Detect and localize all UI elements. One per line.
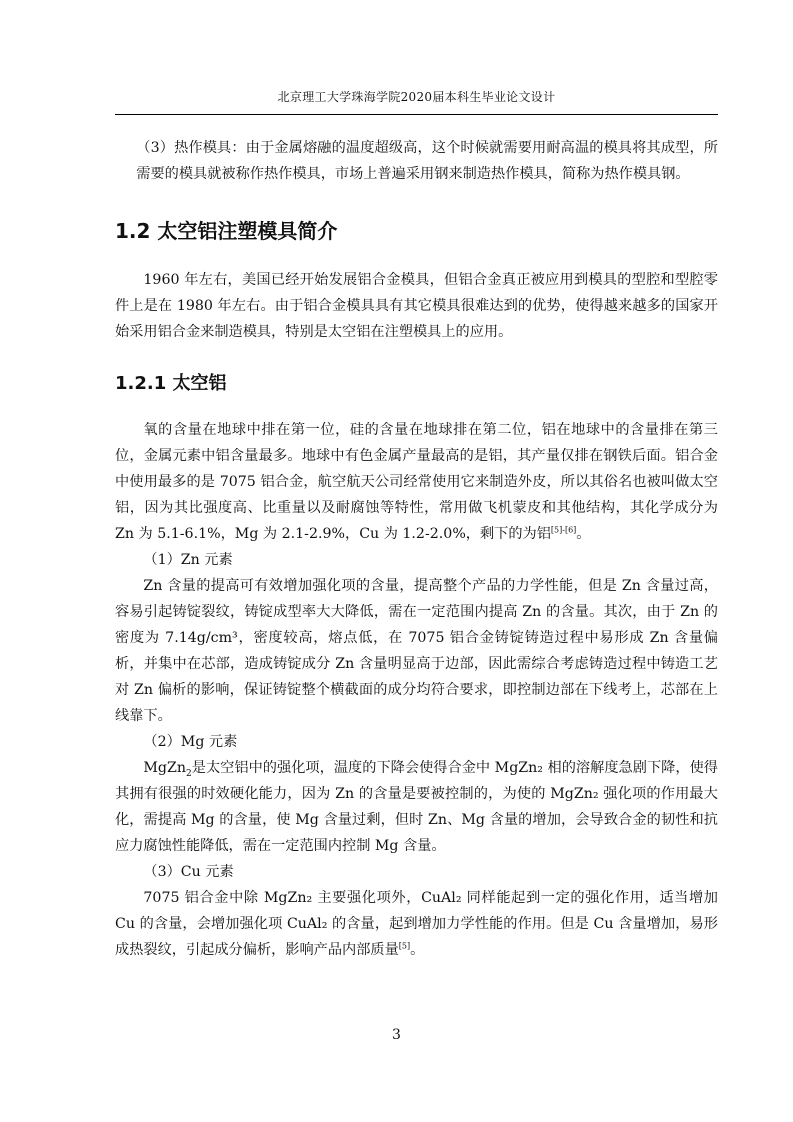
mg-formula-sub: 2 — [186, 768, 192, 779]
citation: [5] — [398, 941, 411, 951]
space-aluminum-text: 氧的含量在地球中排在第一位，硅的含量在地球排在第二位，铝在地球中的含量排在第三位，金属元素中铝含量最多。地球中有色金属产量最高的是铝，其产量仅排在钢铁后面。铝合金中使用最多的是 7075 铝合金，航空航天公司经常使用它来制造外皮，所以其俗名也被叫做太空铝，因为其比强度高、比重量以及耐腐蚀等特性，常用做飞机蒙皮和其他结构，其化学成分为 Zn 为 5.1-6.1%，Mg 为 2.1-2.9%，Cu 为 1.2-2.0%，剩下的为铝 — [115, 422, 718, 542]
citation: [5]-[6] — [550, 525, 577, 535]
mg-formula: MgZn — [143, 760, 186, 776]
page-number: 3 — [392, 1027, 401, 1043]
zn-heading: （1）Zn 元素 — [143, 552, 233, 568]
hot-mold-paragraph: （3）热作模具：由于金属熔融的温度超级高，这个时候就需要用耐高温的模具将其成型，所需要的模具就被称作热作模具，市场上普遍采用钢来制造热作模具，简称为热作模具钢。 — [136, 140, 718, 182]
page-header: 北京理工大学珠海学院2020届本科生毕业论文设计 — [277, 90, 556, 104]
cu-paragraph — [115, 885, 718, 963]
cu-heading: （3）Cu 元素 — [143, 864, 234, 880]
space-aluminum-paragraph — [115, 417, 718, 547]
zn-paragraph: Zn 含量的提高可有效增加强化项的含量，提高整个产品的力学性能，但是 Zn 含量过高，容易引起铸锭裂纹，铸锭成型率大大降低，需在一定范围内提高 Zn 的含量。其次，由于 Zn 的密度为 7.14g/cm³，密度较高，熔点低，在 7075 铝合金铸锭铸造过程中易形成 Zn 含量偏析，并集中在芯部，造成铸锭成分 Zn 含量明显高于边部，因此需综合考虑铸造过程中铸造工艺对 Zn 偏析的影响，保证铸锭整个横截面的成分均符合要求，即控制边部在下线考上，芯部在上线靠下。 — [115, 578, 718, 724]
section-1-2-paragraph: 1960 年左右，美国已经开始发展铝合金模具，但铝合金真正被应用到模具的型腔和型腔零件上是在 1980 年左右。由于铝合金模具具有其它模具很难达到的优势，使得越来越多的国家开始采用铝合金来制造模具，特别是太空铝在注塑模具上的应用。 — [115, 272, 718, 340]
section-heading-1-2-1: 1.2.1 太空铝 — [115, 373, 227, 394]
sentence-end: 。 — [576, 526, 591, 542]
section-heading-1-2: 1.2 太空铝注塑模具简介 — [115, 219, 338, 243]
mg-heading: （2）Mg 元素 — [143, 734, 238, 750]
page-body — [115, 135, 718, 963]
cu-text: 7075 铝合金中除 MgZn₂ 主要强化项外，CuAl₂ 同样能起到一定的强化作用，适当增加 Cu 的含量，会增加强化项 CuAl₂ 的含量，起到增加力学性能的作用。但是 Cu 含量增加，易形成热裂纹，引起成分偏析，影响产品内部质量 — [115, 890, 718, 958]
sentence-end: 。 — [410, 942, 425, 958]
header-rule — [115, 114, 718, 115]
mg-paragraph — [115, 755, 718, 859]
mg-text: 是太空铝中的强化项，温度的下降会使得合金中 MgZn₂ 相的溶解度急剧下降，使得其拥有很强的时效硬化能力，因为 Zn 的含量是要被控制的，为使的 MgZn₂ 强化项的作用最大化，需提高 Mg 的含量，使 Mg 含量过剩，但时 Zn、Mg 含量的增加，会导致合金的韧性和抗应力腐蚀性能降低，需在一定范围内控制 Mg 含量。 — [115, 760, 718, 854]
